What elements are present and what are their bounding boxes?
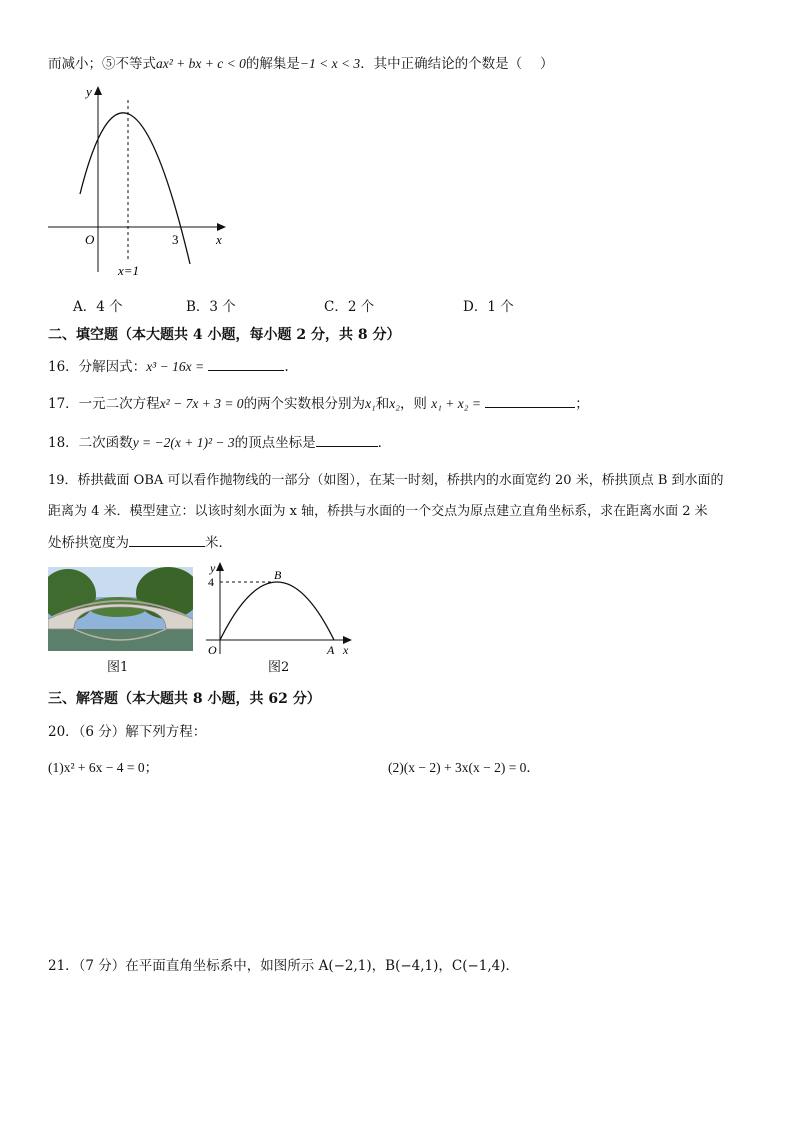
q16-answer-blank[interactable] <box>208 358 284 371</box>
q20-title: 20．（6 分）解下列方程： <box>48 724 207 740</box>
q18: 18．二次函数y = −2(x + 1)² − 3的顶点坐标是 ． <box>48 435 392 451</box>
fig1-caption: 图1 <box>107 660 129 675</box>
bridge-arch-graph <box>200 560 360 660</box>
q20-part1: (1)x² + 6x − 4 = 0； <box>48 760 159 775</box>
graph-tick-3: 3 <box>172 232 179 247</box>
fig2-caption: 图2 <box>268 660 290 675</box>
q19-line3: 处桥拱宽度为 米． <box>48 535 232 551</box>
fig2-x-label: x <box>343 643 349 657</box>
q19-answer-blank[interactable] <box>129 534 205 547</box>
choice-c[interactable]: C．2 个 <box>324 299 375 315</box>
q17: 17．一元二次方程x² − 7x + 3 = 0的两个实数根分别为x₁和x₂，则 x₁ + x₂ = ； <box>48 396 589 412</box>
fig2-a-label: A <box>327 643 335 657</box>
choice-d[interactable]: D．1 个 <box>463 299 514 315</box>
graph-axis-label: x=1 <box>118 263 140 278</box>
bridge-photo <box>48 567 193 651</box>
choice-a[interactable]: A．4 个 <box>73 299 123 315</box>
q17-answer-blank[interactable] <box>485 395 575 408</box>
graph-origin-label: O <box>85 232 95 247</box>
fig2-o-label: O <box>208 643 217 657</box>
q19-line2: 距离为 4 米．模型建立：以该时刻水面为 x 轴，桥拱与水面的一个交点为原点建立直角坐标系，求在距离水面 2 米 <box>48 504 708 519</box>
fig2-four-label: 4 <box>208 575 214 589</box>
section3-title: 三、解答题（本大题共 8 小题，共 62 分） <box>48 691 321 707</box>
q15-parabola-graph <box>40 82 240 282</box>
q15-line1: 而减小；⑤不等式ax² + bx + c < 0的解集是−1 < x < 3．其中正确结论的个数是（ ） <box>48 56 554 72</box>
q18-answer-blank[interactable] <box>316 434 378 447</box>
choice-b[interactable]: B．3 个 <box>186 299 236 315</box>
fig2-y-label: y <box>210 561 216 575</box>
q19-line1: 19．桥拱截面 OBA 可以看作抛物线的一部分（如图），在某一时刻，桥拱内的水面宽约 20 米，桥拱顶点 B 到水面的 <box>48 473 724 488</box>
graph-y-label: y <box>86 84 92 99</box>
section2-title: 二、填空题（本大题共 4 小题，每小题 2 分，共 8 分） <box>48 327 401 343</box>
q20-part2: (2)(x − 2) + 3x(x − 2) = 0． <box>388 760 540 775</box>
graph-x-label: x <box>216 232 222 247</box>
fig2-b-label: B <box>274 568 282 582</box>
q21-text: 21．（7 分）在平面直角坐标系中，如图所示 A(−2,1)，B(−4,1)，C(−1,4)． <box>48 958 520 974</box>
q16: 16．分解因式：x³ − 16x = . <box>48 359 289 375</box>
